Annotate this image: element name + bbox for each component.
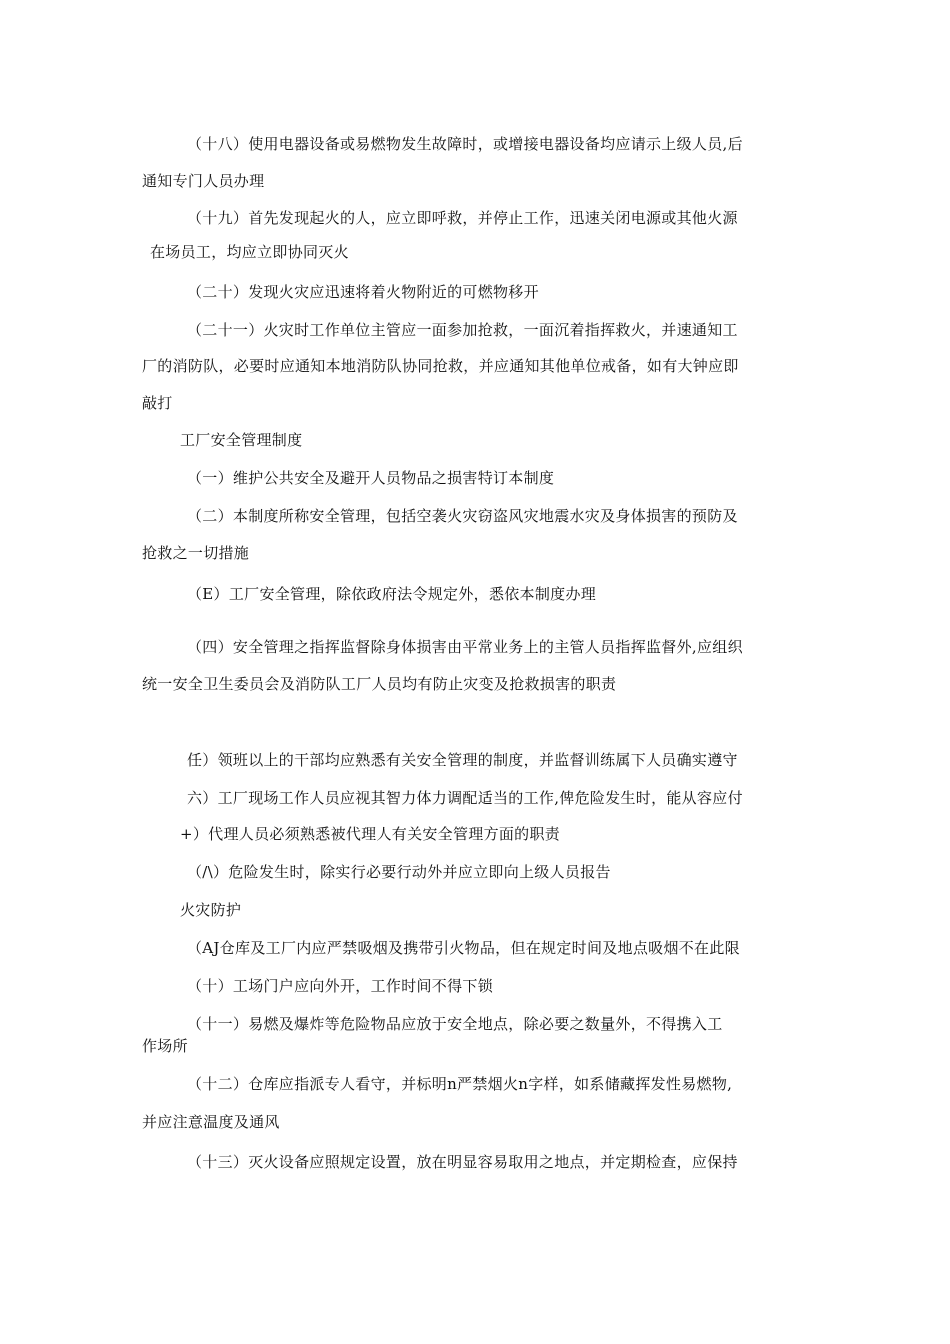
text-line: 厂的消防队，必要时应通知本地消防队协同抢救，并应通知其他单位戒备，如有大钟应即 — [142, 357, 739, 375]
text-line: （十三）灭火设备应照规定设置，放在明显容易取用之地点，并定期检查，应保持 — [187, 1153, 738, 1171]
text-line: 统一安全卫生委员会及消防队工厂人员均有防止灾变及抢救损害的职责 — [142, 675, 617, 693]
section-heading: 工厂安全管理制度 — [180, 431, 303, 449]
text-line: （十）工场门户应向外开，工作时间不得下锁 — [187, 977, 494, 995]
text-line: 作场所 — [142, 1037, 188, 1055]
text-line: （十八）使用电器设备或易燃物发生故障时，或增接电器设备均应请示上级人员,后 — [187, 135, 743, 153]
text-line: （AJ仓库及工厂内应严禁吸烟及携带引火物品，但在规定时间及地点吸烟不在此限 — [187, 939, 740, 957]
text-line: （十九）首先发现起火的人，应立即呼救，并停止工作，迅速关闭电源或其他火源 — [187, 209, 738, 227]
text-line: （四）安全管理之指挥监督除身体损害由平常业务上的主管人员指挥监督外,应组织 — [187, 638, 743, 656]
text-line: +）代理人员必须熟悉被代理人有关安全管理方面的职责 — [180, 825, 561, 843]
text-line: （十二）仓库应指派专人看守，并标明n严禁烟火n字样，如系储藏挥发性易燃物, — [187, 1075, 733, 1093]
text-line: （二十）发现火灾应迅速将着火物附近的可燃物移开 — [187, 283, 539, 301]
text-line: 敲打 — [142, 394, 173, 412]
text-line: 在场员工，均应立即协同灭火 — [150, 243, 349, 261]
text-line: （十一）易燃及爆炸等危险物品应放于安全地点，除必要之数量外，不得携入工 — [187, 1015, 723, 1033]
text-line: （/\）危险发生时，除实行必要行动外并应立即向上级人员报告 — [187, 863, 611, 881]
text-line: 任）领班以上的干部均应熟悉有关安全管理的制度，并监督训练属下人员确实遵守 — [187, 751, 738, 769]
text-line: （E）工厂安全管理，除依政府法令规定外，悉依本制度办理 — [187, 585, 597, 603]
text-line: 六）工厂现场工作人员应视其智力体力调配适当的工作,俾危险发生时，能从容应付 — [187, 789, 743, 807]
text-line: 通知专门人员办理 — [142, 172, 265, 190]
text-line: 抢救之一切措施 — [142, 544, 250, 562]
text-line: 并应注意温度及通风 — [142, 1113, 280, 1131]
text-line: （一）维护公共安全及避开人员物品之损害特订本制度 — [187, 469, 555, 487]
text-line: （二十一）火灾时工作单位主管应一面参加抢救，一面沉着指挥救火，并速通知工 — [187, 321, 738, 339]
section-heading: 火灾防护 — [180, 901, 242, 919]
text-line: （二）本制度所称安全管理，包括空袭火灾窃盗风灾地震水灾及身体损害的预防及 — [187, 507, 738, 525]
